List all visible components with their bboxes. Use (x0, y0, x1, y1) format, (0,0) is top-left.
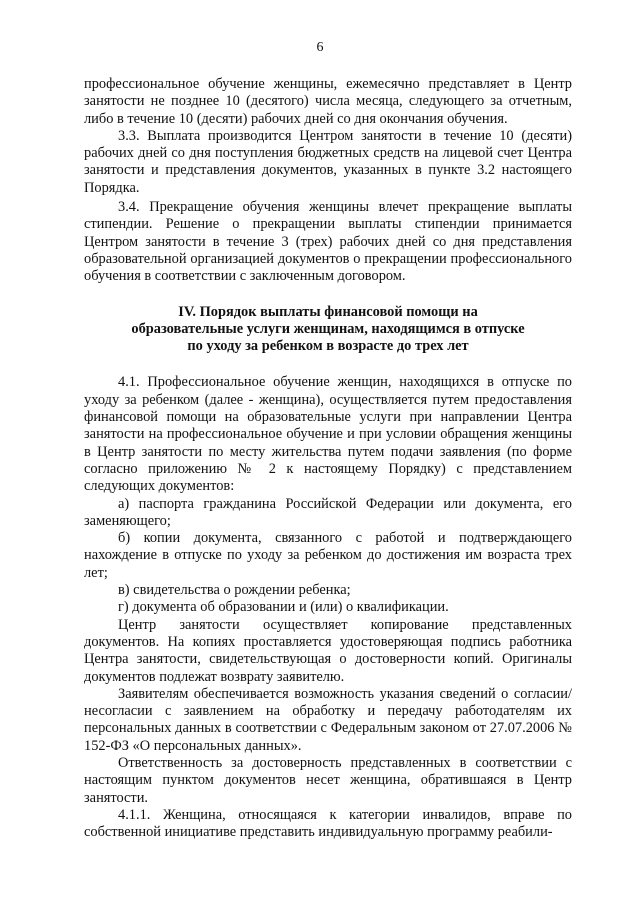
section-heading-line: IV. Порядок выплаты финансовой помощи на (178, 303, 478, 320)
paragraph: Заявителям обеспечивается возможность указания сведений о согласии/несогласии с заявлением на обработку и передачу работодателям их персональных данных в соответствии с Федеральным законом от 27.07.2006 № 152-ФЗ «О персональных данных». (84, 685, 572, 754)
paragraph: Центр занятости осуществляет копирование представленных документов. На копиях проставляется удостоверяющая подпись работника Центра занятости, свидетельствующая о достоверности копий. Оригиналы документов подлежат возврату заявителю. (84, 616, 572, 685)
list-item: в) свидетельства о рождении ребенка; (118, 582, 351, 599)
paragraph: Ответственность за достоверность представленных в соответствии с настоящим пунктом документов несет женщина, обратившаяся в Центр занятости. (84, 754, 572, 806)
paragraph: 4.1.1. Женщина, относящаяся к категории инвалидов, вправе по собственной инициативе представить индивидуальную программу реабили- (84, 806, 572, 841)
list-item: а) паспорта гражданина Российской Федерации или документа, его заменяющего; (84, 495, 572, 529)
paragraph: профессиональное обучение женщины, ежемесячно представляет в Центр занятости не позднее 10 (десятого) числа месяца, следующего за отчетным, либо в течение 10 (десяти) рабочих дней со дня окончания обучения. (84, 76, 572, 127)
paragraph: 4.1. Профессиональное обучение женщин, находящихся в отпуске по уходу за ребенком (далее - женщина), осуществляется путем предоставления финансовой помощи на образовательные услуги при направлении Центра занятости на профессиональное обучение и при условии обращения женщины в Центр занятости по месту жительства путем подачи заявления (по форме согласно приложению № 2 к настоящему Порядку) с представлением следующих документов: (84, 374, 572, 495)
paragraph: 3.4. Прекращение обучения женщины влечет прекращение выплаты стипендии. Решение о прекращении выплаты стипендии принимается Центром занятости в течение 3 (трех) рабочих дней со дня представления образовательной организацией документов о прекращении профессионального обучения в соответствии с заключенным договором. (84, 199, 572, 285)
paragraph: 3.3. Выплата производится Центром занятости в течение 10 (десяти) рабочих дней со дня поступления бюджетных средств на лицевой счет Центра занятости и представления документов, указанных в пункте 3.2 настоящего Порядка. (84, 127, 572, 196)
list-item: г) документа об образовании и (или) о квалификации. (118, 599, 449, 616)
section-heading-line: по уходу за ребенком в возрасте до трех лет (187, 338, 469, 355)
section-heading (84, 304, 572, 356)
document-body (84, 76, 572, 841)
list-item: б) копии документа, связанного с работой и подтверждающего нахождение в отпуске по уходу за ребенком до достижения им возраста трех лет; (84, 530, 572, 581)
section-heading-line: образовательные услуги женщинам, находящимся в отпуске (131, 320, 525, 337)
page-number: 6 (316, 40, 324, 55)
